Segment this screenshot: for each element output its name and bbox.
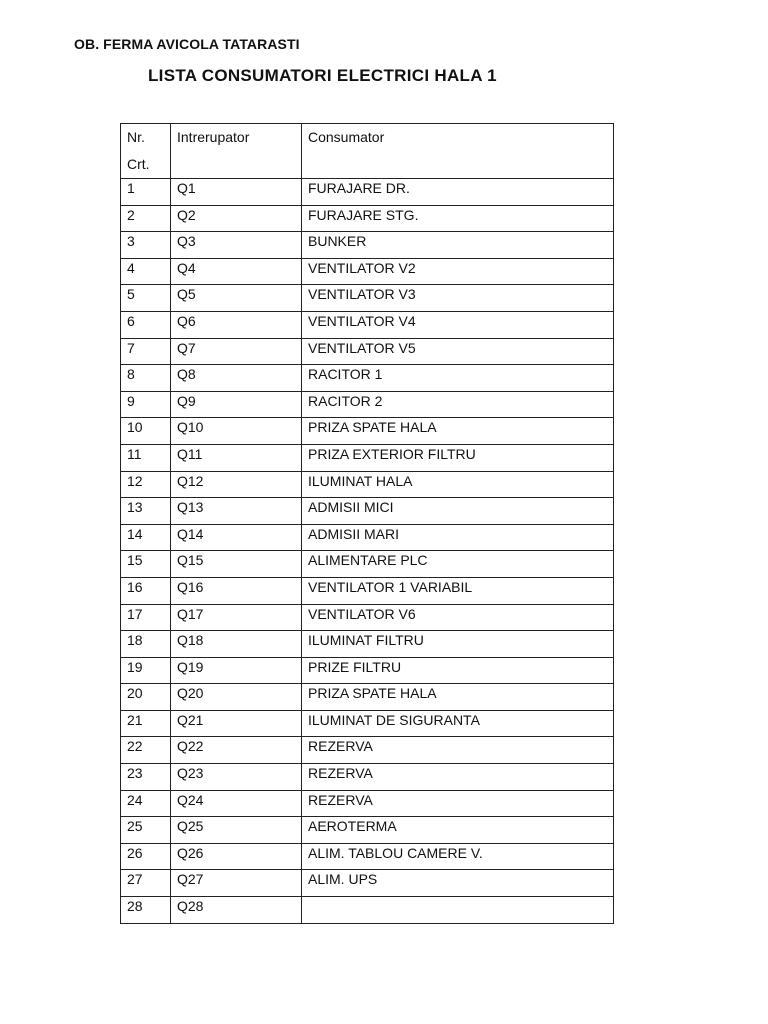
table-row [121,870,614,897]
row-switch-cell: Q19 [171,657,302,684]
row-switch-cell: Q14 [171,524,302,551]
table-row [121,498,614,525]
row-nr-cell: 12 [121,471,171,498]
row-consumer-cell: ILUMINAT HALA [302,471,614,498]
organization-name: OB. FERMA AVICOLA TATARASTI [74,36,300,52]
row-nr-cell: 14 [121,524,171,551]
row-switch-cell: Q15 [171,551,302,578]
row-nr-cell: 20 [121,684,171,711]
table-row [121,657,614,684]
row-nr-cell: 6 [121,311,171,338]
row-switch-cell: Q6 [171,311,302,338]
row-consumer-cell: FURAJARE STG. [302,205,614,232]
row-consumer-cell: ADMISII MICI [302,498,614,525]
row-nr-cell: 10 [121,418,171,445]
row-nr-cell: 7 [121,338,171,365]
row-nr-cell: 16 [121,577,171,604]
row-switch-cell: Q8 [171,365,302,392]
row-consumer-cell: REZERVA [302,790,614,817]
table-row [121,790,614,817]
row-switch-cell: Q2 [171,205,302,232]
row-nr-cell: 2 [121,205,171,232]
table-row [121,258,614,285]
row-switch-cell: Q20 [171,684,302,711]
row-consumer-cell: ILUMINAT FILTRU [302,631,614,658]
row-consumer-cell: PRIZA SPATE HALA [302,418,614,445]
table-row [121,710,614,737]
header-nr-line2: Crt. [127,156,150,172]
row-consumer-cell: VENTILATOR V5 [302,338,614,365]
row-nr-cell: 23 [121,764,171,791]
row-nr-cell: 28 [121,897,171,924]
table-row [121,444,614,471]
row-switch-cell: Q4 [171,258,302,285]
row-switch-cell: Q9 [171,391,302,418]
table-row [121,285,614,312]
row-nr-cell: 21 [121,710,171,737]
row-switch-cell: Q10 [171,418,302,445]
header-nr-crt [121,124,171,179]
row-nr-cell: 9 [121,391,171,418]
table-row [121,365,614,392]
row-nr-cell: 22 [121,737,171,764]
document-title: LISTA CONSUMATORI ELECTRICI HALA 1 [148,66,497,85]
row-nr-cell: 3 [121,232,171,259]
consumers-table [120,123,614,924]
row-nr-cell: 24 [121,790,171,817]
row-consumer-cell: PRIZE FILTRU [302,657,614,684]
table-row [121,843,614,870]
row-switch-cell: Q21 [171,710,302,737]
table-row [121,817,614,844]
row-consumer-cell: VENTILATOR 1 VARIABIL [302,577,614,604]
header-nr-line1: Nr. [127,129,145,145]
row-consumer-cell: RACITOR 2 [302,391,614,418]
row-switch-cell: Q25 [171,817,302,844]
row-nr-cell: 4 [121,258,171,285]
row-nr-cell: 8 [121,365,171,392]
table-row [121,418,614,445]
row-switch-cell: Q7 [171,338,302,365]
row-switch-cell: Q12 [171,471,302,498]
row-switch-cell: Q23 [171,764,302,791]
row-consumer-cell: VENTILATOR V2 [302,258,614,285]
row-consumer-cell: ALIM. TABLOU CAMERE V. [302,843,614,870]
header-switch: Intrerupator [171,124,302,179]
row-switch-cell: Q18 [171,631,302,658]
row-nr-cell: 13 [121,498,171,525]
row-nr-cell: 11 [121,444,171,471]
row-nr-cell: 5 [121,285,171,312]
row-switch-cell: Q5 [171,285,302,312]
table-row [121,205,614,232]
row-consumer-cell: PRIZA SPATE HALA [302,684,614,711]
row-consumer-cell: AEROTERMA [302,817,614,844]
row-nr-cell: 26 [121,843,171,870]
row-switch-cell: Q28 [171,897,302,924]
table-row [121,737,614,764]
table-row [121,764,614,791]
table-row [121,524,614,551]
header-consumer: Consumator [302,124,614,179]
row-consumer-cell: VENTILATOR V3 [302,285,614,312]
row-switch-cell: Q11 [171,444,302,471]
row-switch-cell: Q24 [171,790,302,817]
row-nr-cell: 15 [121,551,171,578]
row-consumer-cell: REZERVA [302,737,614,764]
table-header-row [121,124,614,179]
row-switch-cell: Q3 [171,232,302,259]
table-row [121,684,614,711]
row-consumer-cell: REZERVA [302,764,614,791]
table-row [121,577,614,604]
row-nr-cell: 18 [121,631,171,658]
row-consumer-cell [302,897,614,924]
table-row [121,551,614,578]
table-row [121,391,614,418]
table-row [121,604,614,631]
row-consumer-cell: BUNKER [302,232,614,259]
table-row [121,179,614,206]
row-switch-cell: Q16 [171,577,302,604]
row-switch-cell: Q17 [171,604,302,631]
table-row [121,471,614,498]
table-row [121,311,614,338]
row-nr-cell: 27 [121,870,171,897]
row-consumer-cell: FURAJARE DR. [302,179,614,206]
row-nr-cell: 19 [121,657,171,684]
consumers-table-body [121,124,614,924]
row-consumer-cell: VENTILATOR V4 [302,311,614,338]
row-consumer-cell: PRIZA EXTERIOR FILTRU [302,444,614,471]
row-nr-cell: 1 [121,179,171,206]
row-consumer-cell: RACITOR 1 [302,365,614,392]
table-row [121,897,614,924]
row-consumer-cell: VENTILATOR V6 [302,604,614,631]
row-switch-cell: Q1 [171,179,302,206]
table-row [121,338,614,365]
row-switch-cell: Q27 [171,870,302,897]
row-nr-cell: 17 [121,604,171,631]
row-switch-cell: Q26 [171,843,302,870]
row-switch-cell: Q13 [171,498,302,525]
table-row [121,232,614,259]
row-nr-cell: 25 [121,817,171,844]
table-row [121,631,614,658]
row-consumer-cell: ADMISII MARI [302,524,614,551]
row-consumer-cell: ALIM. UPS [302,870,614,897]
row-consumer-cell: ILUMINAT DE SIGURANTA [302,710,614,737]
row-switch-cell: Q22 [171,737,302,764]
row-consumer-cell: ALIMENTARE PLC [302,551,614,578]
